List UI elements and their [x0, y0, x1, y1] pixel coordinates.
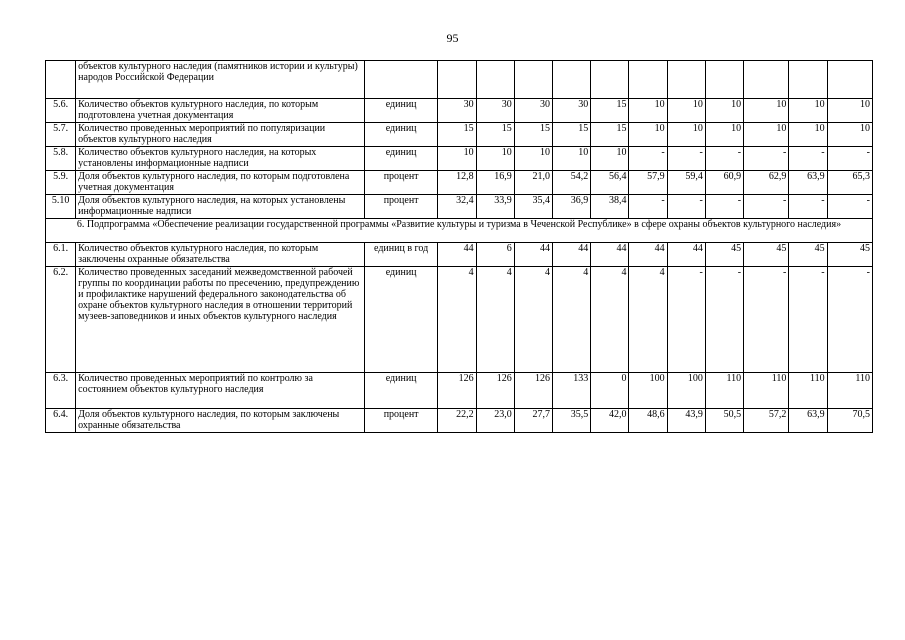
table-row	[46, 147, 873, 171]
value-cell: 38,4	[591, 195, 629, 219]
value-cell	[591, 61, 629, 99]
value-cell: -	[827, 147, 872, 171]
value-cell: 27,7	[514, 409, 552, 433]
value-cell: 4	[629, 267, 667, 373]
value-cell: 63,9	[789, 409, 827, 433]
value-cell	[667, 61, 705, 99]
value-cell: 23,0	[476, 409, 514, 433]
value-cell: -	[667, 267, 705, 373]
value-cell: 10	[629, 99, 667, 123]
value-cell: 10	[591, 147, 629, 171]
value-cell: 50,5	[705, 409, 743, 433]
value-cell: 44	[667, 243, 705, 267]
value-cell: -	[705, 147, 743, 171]
value-cell: 44	[629, 243, 667, 267]
table-body-section-6	[46, 243, 873, 433]
row-number-cell: 5.10	[46, 195, 76, 219]
value-cell: 10	[514, 147, 552, 171]
value-cell: 35,4	[514, 195, 552, 219]
table-row	[46, 243, 873, 267]
row-number-cell: 6.4.	[46, 409, 76, 433]
value-cell	[438, 61, 476, 99]
indicator-name-cell: Количество объектов культурного наследия, по которым подготовлена учетная документация	[76, 99, 365, 123]
value-cell: -	[705, 195, 743, 219]
value-cell: 110	[827, 373, 872, 409]
value-cell: 57,2	[744, 409, 789, 433]
value-cell: 10	[705, 123, 743, 147]
table-row	[46, 171, 873, 195]
value-cell: -	[789, 195, 827, 219]
value-cell: 110	[789, 373, 827, 409]
value-cell: 10	[827, 99, 872, 123]
value-cell	[514, 61, 552, 99]
value-cell: 45	[827, 243, 872, 267]
value-cell: -	[705, 267, 743, 373]
value-cell: 45	[705, 243, 743, 267]
value-cell: 22,2	[438, 409, 476, 433]
value-cell: 10	[744, 123, 789, 147]
value-cell	[553, 61, 591, 99]
value-cell: 4	[591, 267, 629, 373]
value-cell: -	[667, 195, 705, 219]
value-cell: 126	[438, 373, 476, 409]
value-cell: 4	[438, 267, 476, 373]
value-cell: 126	[476, 373, 514, 409]
value-cell: 100	[629, 373, 667, 409]
value-cell: -	[744, 267, 789, 373]
indicator-name-cell: Количество проведенных мероприятий по контролю за состоянием объектов культурного наследия	[76, 373, 365, 409]
value-cell: 15	[438, 123, 476, 147]
value-cell: -	[827, 195, 872, 219]
value-cell: -	[744, 195, 789, 219]
value-cell: 133	[553, 373, 591, 409]
table-body-section-5	[46, 61, 873, 219]
value-cell: 110	[744, 373, 789, 409]
row-number-cell: 6.2.	[46, 267, 76, 373]
value-cell: 45	[789, 243, 827, 267]
value-cell: 4	[476, 267, 514, 373]
value-cell: 36,9	[553, 195, 591, 219]
row-number-cell: 5.7.	[46, 123, 76, 147]
value-cell	[629, 61, 667, 99]
value-cell: 10	[744, 99, 789, 123]
value-cell: 59,4	[667, 171, 705, 195]
value-cell: 45	[744, 243, 789, 267]
value-cell: 4	[514, 267, 552, 373]
table-row	[46, 195, 873, 219]
unit-cell: единиц	[364, 99, 437, 123]
value-cell: -	[744, 147, 789, 171]
value-cell: 54,2	[553, 171, 591, 195]
value-cell: 60,9	[705, 171, 743, 195]
value-cell: 126	[514, 373, 552, 409]
value-cell: 10	[629, 123, 667, 147]
value-cell	[744, 61, 789, 99]
value-cell: 63,9	[789, 171, 827, 195]
value-cell: 15	[591, 123, 629, 147]
unit-cell: единиц	[364, 147, 437, 171]
value-cell: -	[629, 195, 667, 219]
indicator-name-cell: Доля объектов культурного наследия, на которых установлены информационные надписи	[76, 195, 365, 219]
indicator-name-cell: объектов культурного наследия (памятников истории и культуры) народов Российской Федерации	[76, 61, 365, 99]
value-cell: 15	[553, 123, 591, 147]
value-cell: 30	[476, 99, 514, 123]
row-number-cell: 6.1.	[46, 243, 76, 267]
unit-cell: единиц	[364, 267, 437, 373]
value-cell: -	[629, 147, 667, 171]
value-cell: 44	[591, 243, 629, 267]
table-row-continuation	[46, 61, 873, 99]
value-cell: 10	[789, 123, 827, 147]
unit-cell: процент	[364, 171, 437, 195]
row-number-cell	[46, 61, 76, 99]
value-cell: 48,6	[629, 409, 667, 433]
value-cell: 10	[553, 147, 591, 171]
page-number: 95	[446, 31, 459, 45]
value-cell	[705, 61, 743, 99]
indicator-name-cell: Доля объектов культурного наследия, по которым подготовлена учетная документация	[76, 171, 365, 195]
value-cell: 4	[553, 267, 591, 373]
value-cell: 21,0	[514, 171, 552, 195]
value-cell: 15	[514, 123, 552, 147]
row-number-cell: 5.9.	[46, 171, 76, 195]
value-cell: 70,5	[827, 409, 872, 433]
value-cell: -	[789, 147, 827, 171]
table-row	[46, 373, 873, 409]
unit-cell	[364, 61, 437, 99]
indicators-table	[45, 60, 873, 433]
indicator-name-cell: Количество объектов культурного наследия, по которым заключены охранные обязательства	[76, 243, 365, 267]
value-cell: 10	[789, 99, 827, 123]
value-cell: 10	[667, 123, 705, 147]
value-cell: 65,3	[827, 171, 872, 195]
indicator-name-cell: Доля объектов культурного наследия, по которым заключены охранные обязательства	[76, 409, 365, 433]
value-cell: 10	[667, 99, 705, 123]
value-cell: 10	[705, 99, 743, 123]
value-cell: 15	[591, 99, 629, 123]
value-cell: 0	[591, 373, 629, 409]
unit-cell: процент	[364, 409, 437, 433]
table-row	[46, 99, 873, 123]
value-cell: 43,9	[667, 409, 705, 433]
value-cell: -	[789, 267, 827, 373]
value-cell: 42,0	[591, 409, 629, 433]
value-cell	[476, 61, 514, 99]
value-cell: 57,9	[629, 171, 667, 195]
value-cell	[827, 61, 872, 99]
value-cell	[789, 61, 827, 99]
row-number-cell: 6.3.	[46, 373, 76, 409]
unit-cell: единиц	[364, 123, 437, 147]
value-cell: 44	[553, 243, 591, 267]
row-number-cell: 5.6.	[46, 99, 76, 123]
subprogram-title: 6. Подпрограмма «Обеспечение реализации государственной программы «Развитие культуры и туризма в Чеченской Республике» в сфере охраны объектов культурного наследия»	[46, 219, 873, 243]
unit-cell: единиц	[364, 373, 437, 409]
value-cell: 56,4	[591, 171, 629, 195]
value-cell: 35,5	[553, 409, 591, 433]
value-cell: 10	[827, 123, 872, 147]
value-cell: 10	[438, 147, 476, 171]
section-header-row	[46, 219, 873, 243]
indicator-name-cell: Количество объектов культурного наследия, на которых установлены информационные надписи	[76, 147, 365, 171]
indicator-name-cell: Количество проведенных заседаний межведомственной рабочей группы по координации работы по пресечению, предупреждению и профилактике нарушений федерального законодательства об охране объектов культурного наследия в отношении территорий музеев-заповедников и иных объектов культурного наследия	[76, 267, 365, 373]
value-cell: -	[827, 267, 872, 373]
value-cell: 10	[476, 147, 514, 171]
value-cell: 62,9	[744, 171, 789, 195]
value-cell: 15	[476, 123, 514, 147]
value-cell: 30	[553, 99, 591, 123]
table-body-section-6-header	[46, 219, 873, 243]
value-cell: 110	[705, 373, 743, 409]
value-cell: 32,4	[438, 195, 476, 219]
unit-cell: единиц в год	[364, 243, 437, 267]
table-row	[46, 409, 873, 433]
value-cell: 30	[514, 99, 552, 123]
value-cell: 30	[438, 99, 476, 123]
value-cell: 16,9	[476, 171, 514, 195]
value-cell: 33,9	[476, 195, 514, 219]
table-row	[46, 267, 873, 373]
value-cell: 44	[514, 243, 552, 267]
table-row	[46, 123, 873, 147]
value-cell: 12,8	[438, 171, 476, 195]
row-number-cell: 5.8.	[46, 147, 76, 171]
value-cell: 44	[438, 243, 476, 267]
value-cell: 100	[667, 373, 705, 409]
value-cell: -	[667, 147, 705, 171]
unit-cell: процент	[364, 195, 437, 219]
indicator-name-cell: Количество проведенных мероприятий по популяризации объектов культурного наследия	[76, 123, 365, 147]
value-cell: 6	[476, 243, 514, 267]
